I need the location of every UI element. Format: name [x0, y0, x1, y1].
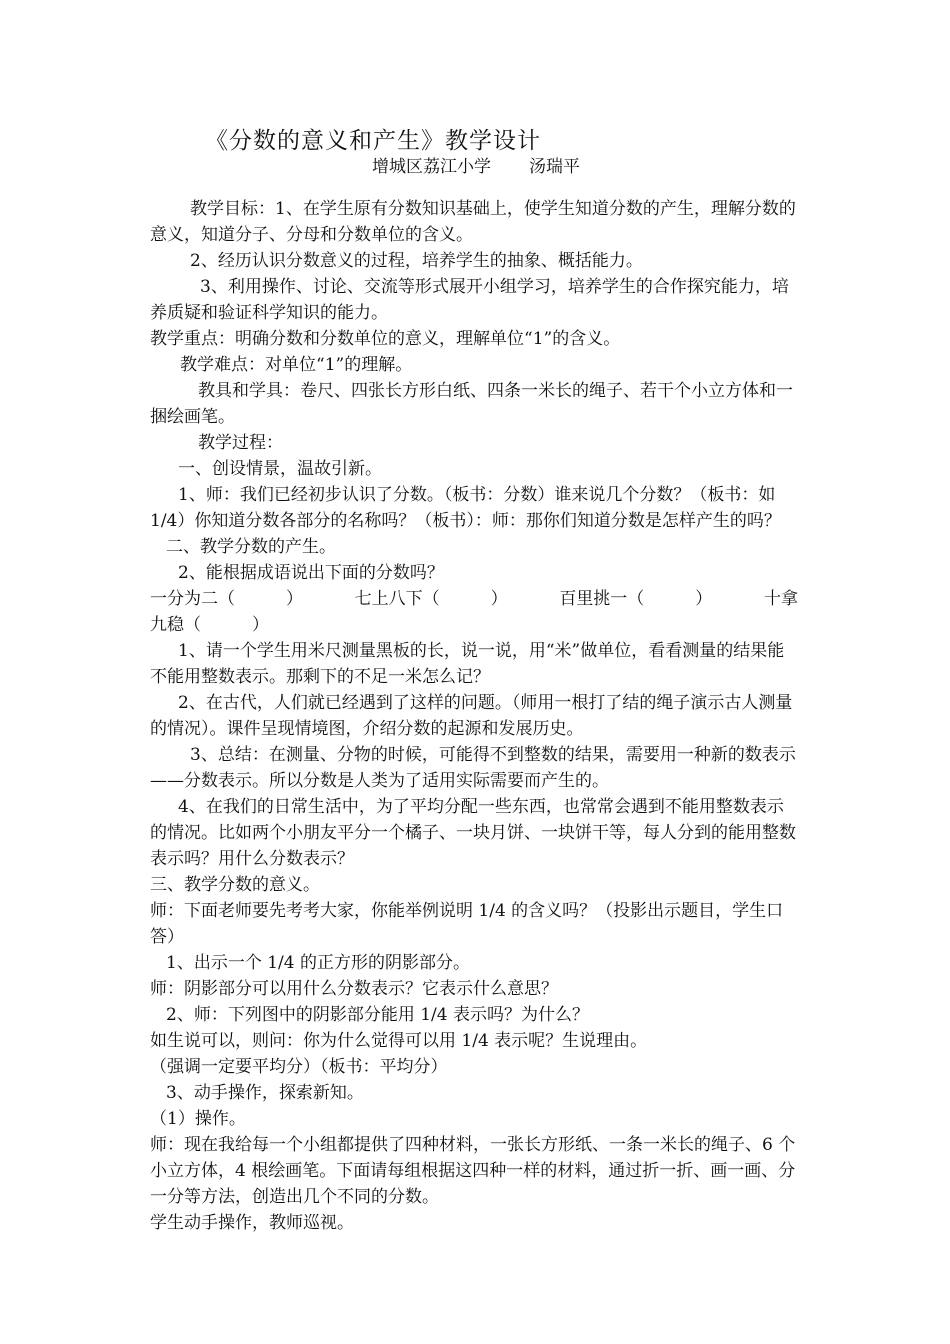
paragraph: 如生说可以，则问：你为什么觉得可以用 1/4 表示呢？生说理由。 [150, 1031, 648, 1051]
paragraph: 3、总结：在测量、分物的时候，可能得不到整数的结果，需要用一种新的数表示——分数表示。所以分数是人类为了适用实际需要而产生的。 [150, 745, 796, 791]
paragraph: 2、经历认识分数意义的过程，培养学生的抽象、概括能力。 [190, 251, 643, 271]
paragraph: 3、动手操作，探索新知。 [166, 1083, 364, 1103]
idiom-wrap: 九稳（ ） [150, 615, 269, 635]
paragraph: 3、利用操作、讨论、交流等形式展开小组学习，培养学生的合作探究能力，培养质疑和验证科学知识的能力。 [150, 277, 789, 323]
idiom-item: 七上八下（ ） [354, 589, 508, 609]
paragraph: 三、教学分数的意义。 [150, 875, 320, 895]
paragraph: （1）操作。 [150, 1109, 246, 1129]
paragraph: 教学难点：对单位“1”的理解。 [180, 355, 413, 375]
paragraph: 1、请一个学生用米尺测量黑板的长，说一说，用“米”做单位，看看测量的结果能不能用整数表示。那剩下的不足一米怎么记？ [150, 641, 785, 687]
idiom-item: 百里挑一（ ） [559, 589, 713, 609]
paragraph: （强调一定要平均分）（板书：平均分） [150, 1057, 448, 1077]
paragraph: 师：现在我给每一个小组都提供了四种材料，一张长方形纸、一条一米长的绳子、6 个小立方体，4 根绘画笔。下面请每组根据这四种一样的材料，通过折一折、画一画、分一分等方法，创造出几个不同的分数。 [150, 1135, 796, 1207]
idiom-item: 十拿 [763, 589, 798, 609]
paragraph: 2、师：下列图中的阴影部分能用 1/4 表示吗？为什么？ [166, 1005, 589, 1025]
paragraph: 二、教学分数的产生。 [166, 537, 336, 557]
paragraph: 1、师：我们已经初步认识了分数。（板书：分数）谁来说几个分数？（板书：如1/4）你知道分数各部分的名称吗？（板书）：师：那你们知道分数是怎样产生的吗？ [150, 485, 781, 531]
document-title: 《分数的意义和产生》教学设计 [205, 128, 541, 154]
paragraph: 1、出示一个 1/4 的正方形的阴影部分。 [166, 953, 470, 973]
author-line [372, 152, 580, 177]
paragraph: 教具和学具：卷尺、四张长方形白纸、四条一米长的绳子、若干个小立方体和一捆绘画笔。 [150, 381, 793, 427]
paragraph: 学生动手操作，教师巡视。 [150, 1213, 354, 1233]
paragraph: 教学过程： [198, 433, 283, 453]
paragraph: 师：阴影部分可以用什么分数表示？它表示什么意思？ [150, 979, 558, 999]
paragraph: 教学重点：明确分数和分数单位的意义，理解单位“1”的含义。 [150, 329, 621, 349]
idiom-row [150, 586, 798, 612]
document-body [150, 196, 798, 1236]
paragraph: 师：下面老师要先考考大家，你能举例说明 1/4 的含义吗？（投影出示题目，学生口答） [150, 901, 784, 947]
paragraph: 一、创设情景，温故引新。 [178, 459, 382, 479]
paragraph: 教学目标：1、在学生原有分数知识基础上，使学生知道分数的产生，理解分数的意义，知道分子、分母和分数单位的含义。 [150, 199, 796, 245]
paragraph: 2、能根据成语说出下面的分数吗？ [178, 563, 444, 583]
paragraph: 2、在古代，人们就已经遇到了这样的问题。（师用一根打了结的绳子演示古人测量的情况）。课件呈现情境图，介绍分数的起源和发展历史。 [150, 693, 793, 739]
paragraph: 4、在我们的日常生活中，为了平均分配一些东西，也常常会遇到不能用整数表示的情况。比如两个小朋友平分一个橘子、一块月饼、一块饼干等，每人分到的能用整数表示吗？用什么分数表示？ [150, 797, 796, 869]
author-school: 增城区荔江小学 [372, 157, 491, 177]
idiom-item: 一分为二（ ） [150, 589, 303, 609]
author-name: 汤瑞平 [529, 157, 580, 177]
